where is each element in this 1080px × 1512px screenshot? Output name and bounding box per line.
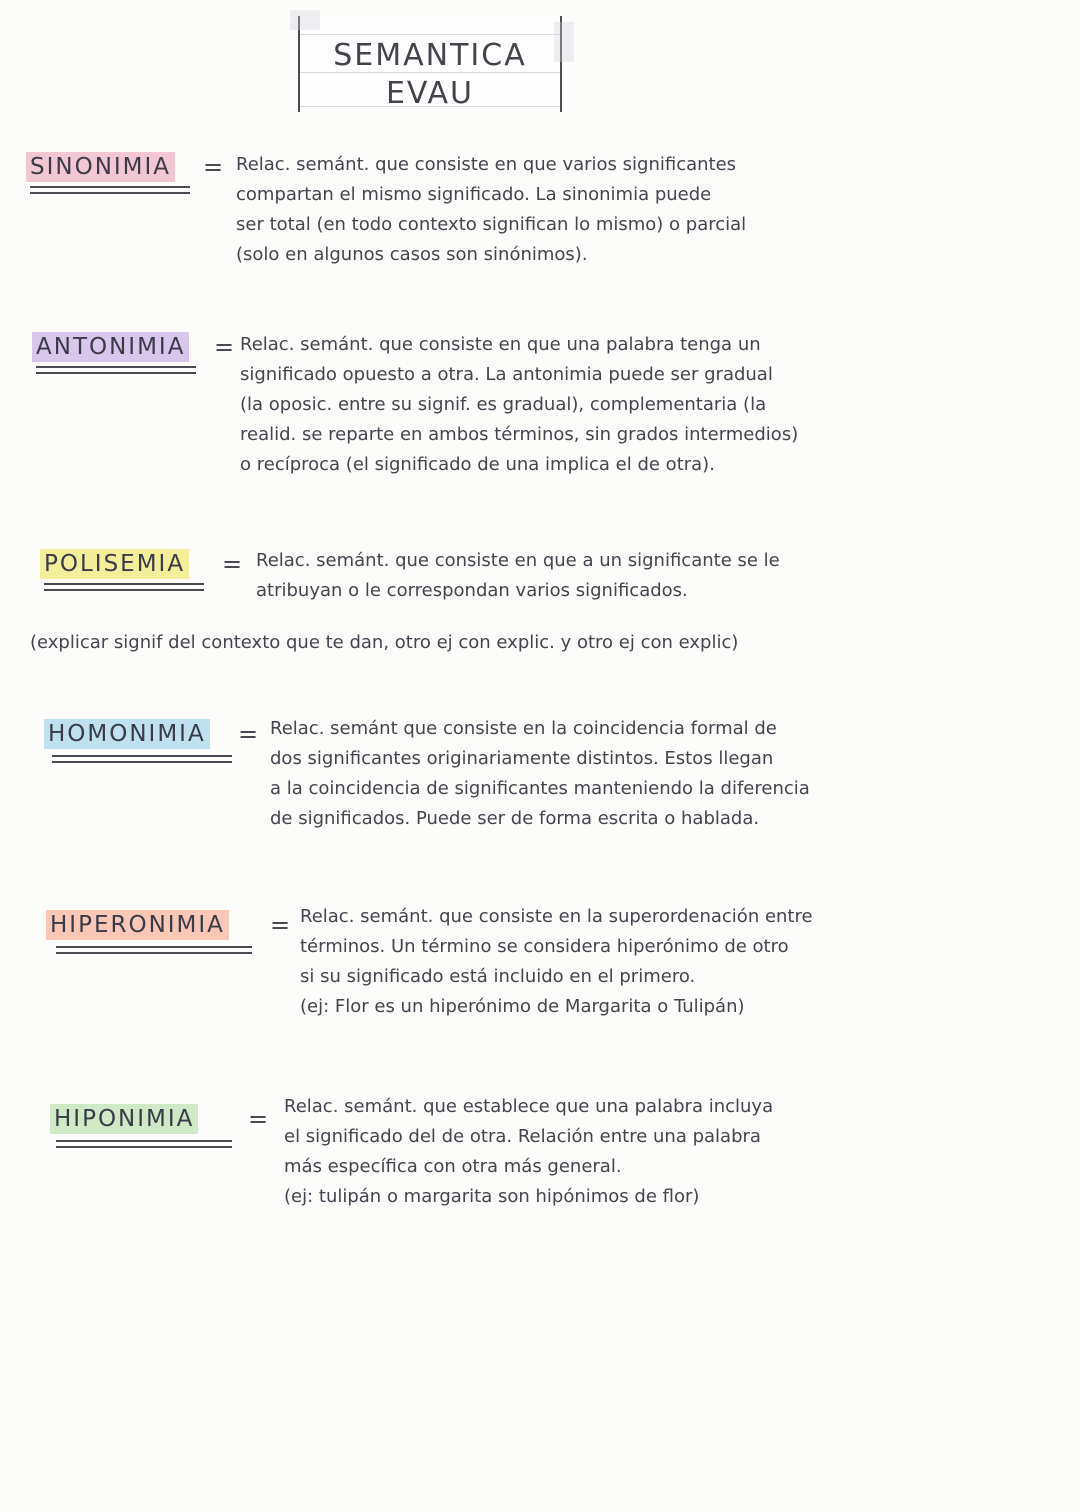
equals-sign: =	[214, 333, 235, 361]
term-hiponimia: HIPONIMIA	[50, 1104, 198, 1134]
definition-line: atribuyan o le correspondan varios significados.	[256, 580, 688, 601]
equals-sign: =	[203, 153, 224, 181]
definition-line: más específica con otra más general.	[284, 1156, 622, 1177]
definition-antonimia	[240, 330, 798, 480]
term-underline	[56, 946, 252, 948]
term-underline	[56, 1146, 232, 1148]
definition-line: Relac. semánt. que consiste en que varios significantes	[236, 154, 737, 175]
term-underline	[30, 192, 190, 194]
term-hiperonimia: HIPERONIMIA	[46, 910, 229, 940]
equals-sign: =	[270, 911, 291, 939]
definition-line: el significado del de otra. Relación entre una palabra	[284, 1126, 761, 1147]
definition-line: a la coincidencia de significantes manteniendo la diferencia	[270, 778, 810, 799]
definition-sinonimia	[236, 150, 746, 270]
definition-line: (la oposic. entre su signif. es gradual), complementaria (la	[240, 394, 767, 415]
term-sinonimia: SINONIMIA	[26, 152, 175, 182]
definition-line: significado opuesto a otra. La antonimia puede ser gradual	[240, 364, 773, 385]
term-polisemia: POLISEMIA	[40, 549, 189, 579]
definition-hiperonimia	[300, 902, 813, 1022]
term-underline	[36, 372, 196, 374]
term-underline	[36, 366, 196, 368]
term-underline	[52, 755, 232, 757]
definition-polisemia	[256, 546, 780, 606]
definition-line: realid. se reparte en ambos términos, sin grados intermedios)	[240, 424, 799, 445]
equals-sign: =	[238, 720, 259, 748]
page-subtitle: EVAU	[385, 76, 475, 111]
definition-line: términos. Un término se considera hiperónimo de otro	[300, 936, 789, 957]
term-underline	[30, 186, 190, 188]
term-underline	[44, 589, 204, 591]
term-underline	[56, 1140, 232, 1142]
title-box	[298, 16, 562, 112]
term-underline	[52, 761, 232, 763]
definition-line: Relac. semánt que consiste en la coincidencia formal de	[270, 718, 777, 739]
definition-line: Relac. semánt. que consiste en la superordenación entre	[300, 906, 813, 927]
definition-line: o recíproca (el significado de una implica el de otra).	[240, 454, 715, 475]
page-title: SEMANTICA	[333, 38, 527, 73]
definition-line: de significados. Puede ser de forma escrita o hablada.	[270, 808, 760, 829]
equals-sign: =	[222, 550, 243, 578]
ruled-line	[300, 34, 560, 35]
note-text: (explicar signif del contexto que te dan, otro ej con explic. y otro ej con explic)	[30, 632, 739, 653]
term-underline	[44, 583, 204, 585]
term-underline	[56, 952, 252, 954]
definition-line: (solo en algunos casos son sinónimos).	[236, 244, 588, 265]
definition-line: Relac. semánt. que consiste en que a un significante se le	[256, 550, 780, 571]
definition-line: dos significantes originariamente distintos. Estos llegan	[270, 748, 774, 769]
term-antonimia: ANTONIMIA	[32, 332, 189, 362]
definition-line: Relac. semánt. que consiste en que una palabra tenga un	[240, 334, 761, 355]
tape-strip	[290, 10, 320, 30]
definition-line: (ej: Flor es un hiperónimo de Margarita o Tulipán)	[300, 996, 745, 1017]
definition-line: ser total (en todo contexto significan lo mismo) o parcial	[236, 214, 747, 235]
definition-homonimia	[270, 714, 810, 834]
definition-line: si su significado está incluido en el primero.	[300, 966, 696, 987]
definition-line: compartan el mismo significado. La sinonimia puede	[236, 184, 712, 205]
definition-line: Relac. semánt. que establece que una palabra incluya	[284, 1096, 774, 1117]
term-homonimia: HOMONIMIA	[44, 719, 210, 749]
equals-sign: =	[248, 1105, 269, 1133]
definition-hiponimia	[284, 1092, 773, 1212]
definition-line: (ej: tulipán o margarita son hipónimos de flor)	[284, 1186, 700, 1207]
